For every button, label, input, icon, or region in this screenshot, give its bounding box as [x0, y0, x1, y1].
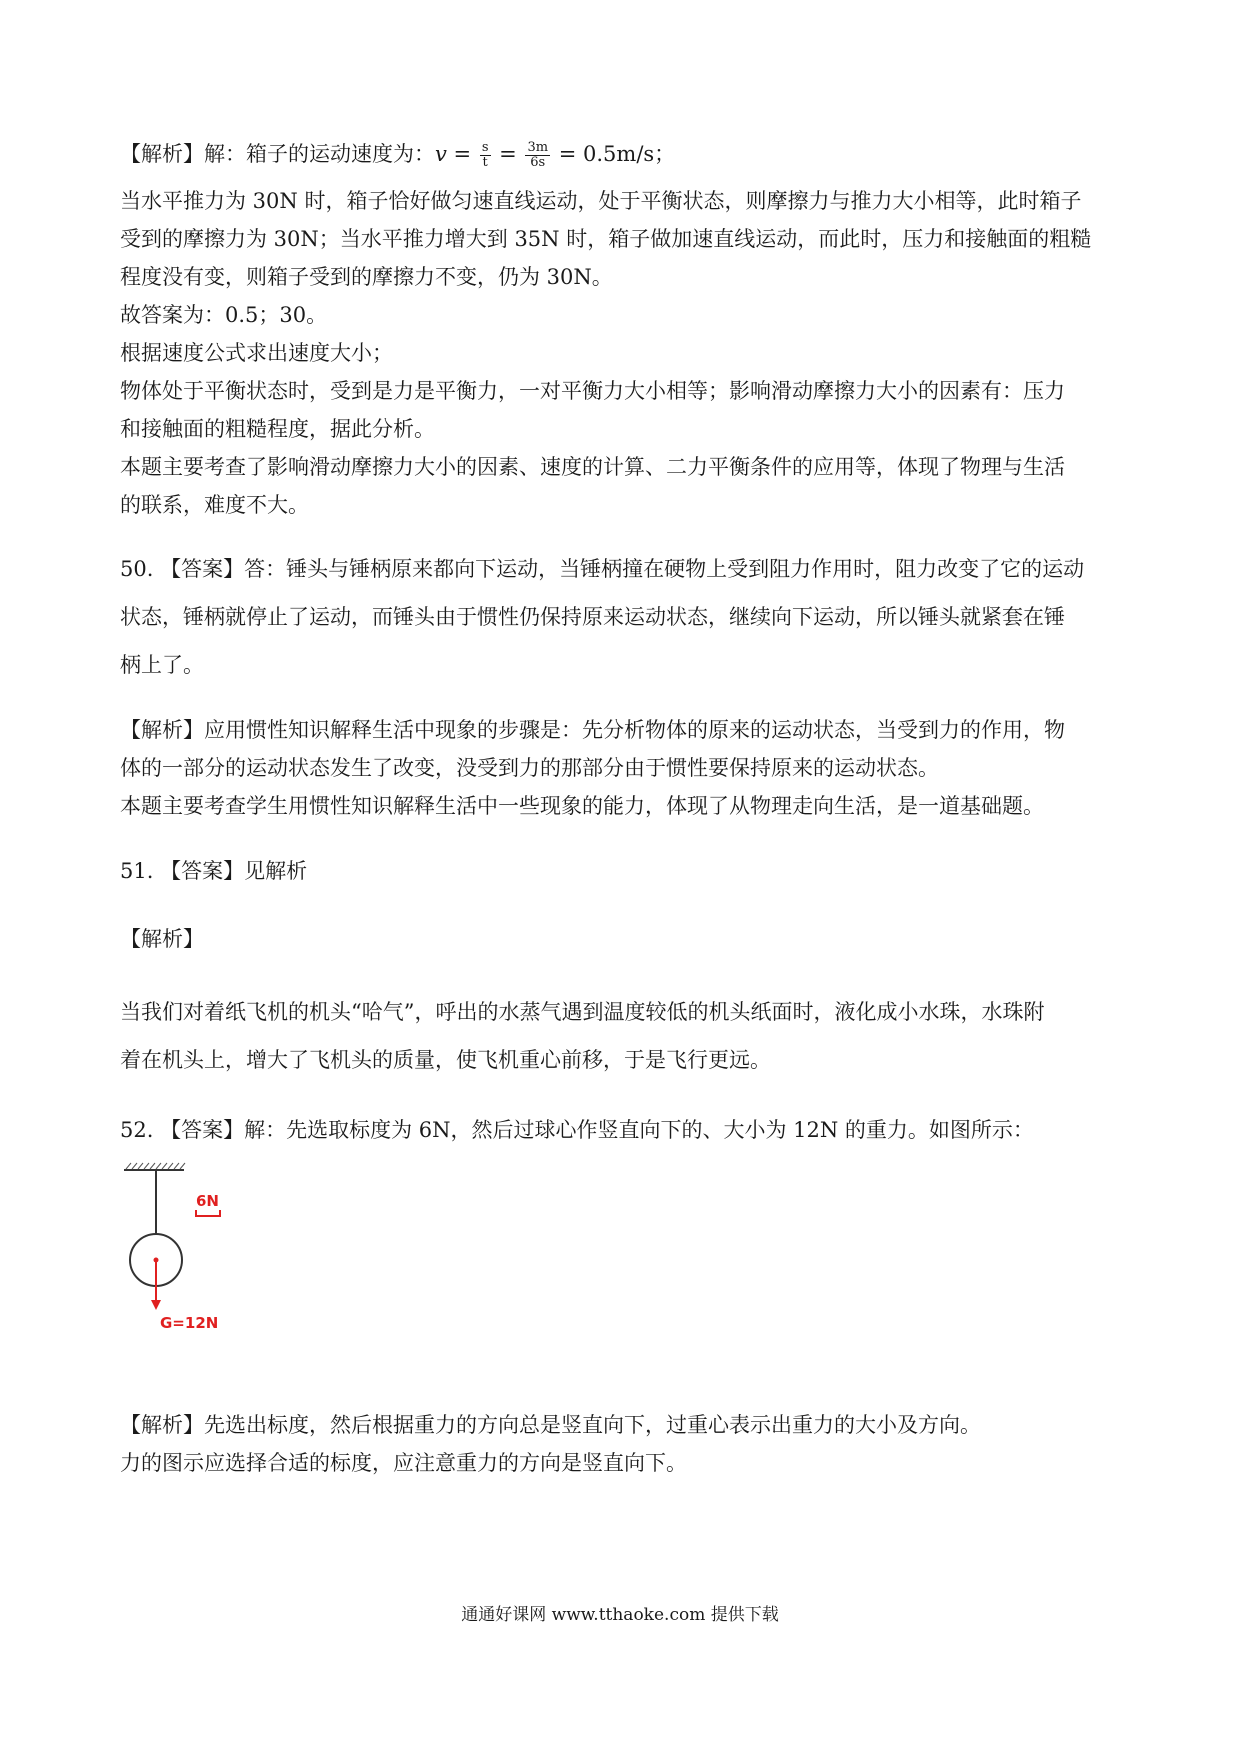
force-label: G=12N — [160, 1314, 219, 1332]
ceiling-support — [124, 1163, 185, 1170]
analysis-label: 【解析】 — [120, 142, 204, 166]
velocity-equation-line — [120, 130, 1120, 178]
fraction-3m-over-6s — [525, 141, 550, 170]
force-diagram — [118, 1160, 248, 1340]
paragraph-line: 【解析】应用惯性知识解释生活中现象的步骤是：先分析物体的原来的运动状态，当受到力的作用，物 — [120, 718, 1065, 742]
paragraph-line: 受到的摩擦力为 30N；当水平推力增大到 35N 时，箱子做加速直线运动，而此时，压力和接触面的粗糙 — [120, 227, 1092, 251]
fraction-denominator: 6s — [530, 155, 546, 170]
velocity-symbol: v — [435, 142, 447, 166]
analysis-label: 【解析】 — [120, 927, 204, 951]
section-52-answer — [120, 1111, 1120, 1149]
velocity-result: = 0.5m/s； — [552, 142, 676, 166]
page-footer: 通通好课网 www.tthaoke.com 提供下载 — [461, 1605, 779, 1625]
paragraph-line: 本题主要考查学生用惯性知识解释生活中一些现象的能力，体现了从物理走向生活，是一道基础题。 — [120, 794, 1044, 818]
paragraph-line: 当水平推力为 30N 时，箱子恰好做匀速直线运动，处于平衡状态，则摩擦力与推力大小相等，此时箱子 — [120, 189, 1082, 213]
section-50-answer — [120, 545, 1120, 689]
equals-sign: = — [446, 142, 478, 166]
fraction-numerator: 3m — [527, 140, 549, 155]
paragraph-line: 当我们对着纸飞机的机头“哈气”，呼出的水蒸气遇到温度较低的机头纸面时，液化成小水珠，水珠附 — [120, 1000, 1045, 1024]
answer-line: 52. 【答案】解：先选取标度为 6N，然后过球心作竖直向下的、大小为 12N 的重力。如图所示： — [120, 1118, 1034, 1142]
paragraph-line: 物体处于平衡状态时，受到是力是平衡力，一对平衡力大小相等；影响滑动摩擦力大小的因素有：压力 — [120, 379, 1065, 403]
paragraph-line: 本题主要考查了影响滑动摩擦力大小的因素、速度的计算、二力平衡条件的应用等，体现了物理与生活 — [120, 455, 1065, 479]
fraction-numerator: s — [481, 140, 489, 155]
paragraph-line: 根据速度公式求出速度大小； — [120, 341, 393, 365]
gravity-arrow — [151, 1258, 161, 1311]
fraction-s-over-t — [480, 141, 491, 170]
answer-line: 柄上了。 — [120, 653, 204, 677]
section-52-analysis — [120, 1406, 1120, 1482]
answer-line: 51. 【答案】见解析 — [120, 859, 308, 883]
fraction-denominator: t — [482, 155, 488, 170]
answer-line: 状态，锤柄就停止了运动，而锤头由于惯性仍保持原来运动状态，继续向下运动，所以锤头就紧套在锤 — [120, 605, 1065, 629]
paragraph-line: 的联系，难度不大。 — [120, 493, 309, 517]
section-49-analysis — [120, 130, 1120, 524]
section-51 — [120, 852, 1120, 1084]
paragraph-line: 力的图示应选择合适的标度，应注意重力的方向是竖直向下。 — [120, 1451, 687, 1475]
section-50-analysis — [120, 711, 1120, 825]
paragraph-line: 和接触面的粗糙程度，据此分析。 — [120, 417, 435, 441]
paragraph-line: 体的一部分的运动状态发生了改变，没受到力的那部分由于惯性要保持原来的运动状态。 — [120, 756, 939, 780]
paragraph-line: 着在机头上，增大了飞机头的质量，使飞机重心前移，于是飞行更远。 — [120, 1048, 771, 1072]
equals-sign: = — [492, 142, 524, 166]
scale-bar — [196, 1192, 220, 1216]
paragraph-line: 【解析】先选出标度，然后根据重力的方向总是竖直向下，过重心表示出重力的大小及方向。 — [120, 1413, 981, 1437]
scale-label: 6N — [196, 1192, 219, 1210]
analysis-text: 解：箱子的运动速度为： — [204, 142, 435, 166]
paragraph-line: 程度没有变，则箱子受到的摩擦力不变，仍为 30N。 — [120, 265, 613, 289]
answer-line: 50. 【答案】答：锤头与锤柄原来都向下运动，当锤柄撞在硬物上受到阻力作用时，阻力改变了它的运动 — [120, 557, 1085, 581]
answer-line: 故答案为：0.5；30。 — [120, 303, 328, 327]
